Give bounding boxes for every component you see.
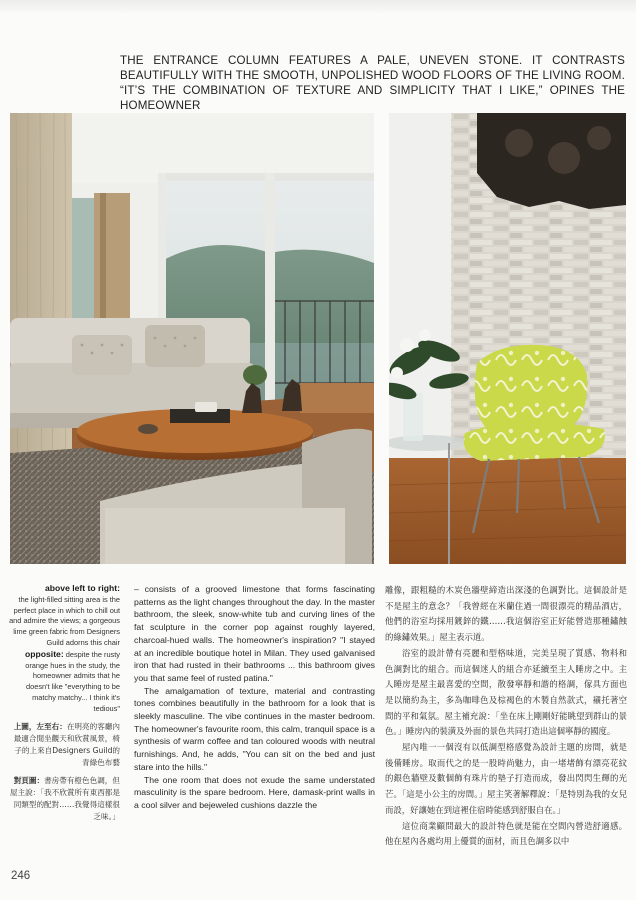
caption-text-above: the light-filled sitting area is the perfect place in which to chill out and admire the views; a gorgeous lime green fabric from Designers Guild adorns this chair	[9, 594, 120, 647]
caption-cn-text-above: 在明亮的客廳內最適合閒坐觀天和欣賞風景，椅子的上來自Designers Guild的青綠色布藝	[13, 721, 120, 767]
english-paragraph: The one room that does not exude the same understated masculinity is the spare bedroom. Here, damask-print walls in a cool silver and bejeweled cushions dazzle the	[134, 774, 375, 810]
top-edge-shadow	[0, 0, 636, 14]
english-paragraph: – consists of a grooved limestone that forms fascinating patterns as the light changes throughout the day. In the master bathroom, the sleek, snow-white tub and curving lines of the fat sculpture in the corner pop against roughly layered, charcoal-hued walls. The homeowner's inspiration? "I stayed at an incredible boutique hotel in Milan. They used galvanised iron that had rusted in their bathrooms ... this bathroom gives you that same feel of rusted patina."	[134, 584, 375, 683]
pull-quote: THE ENTRANCE COLUMN FEATURES A PALE, UNEVEN STONE. IT CONTRASTS BEAUTIFULLY WITH THE SMOOTH, UNPOLISHED WOOD FLOORS OF THE LIVING ROOM. “IT’S THE COMBINATION OF TEXTURE AND SIMPLICITY THAT I LIKE,” OPINES THE HOMEOWNER	[120, 54, 625, 112]
chinese-paragraph: 屋內唯一一個沒有以低調型格感覺為設計主題的房間，就是後備睡房。取而代之的是一股時尚魅力，由一堵堵飾有漂亮花紋的銀色牆壁及數個飾有珠片的墊子打造而成，發出閃閃生輝的光芒。「這是小公主的房間。」屋主笑著解釋說：「是特別為我的女兒而設，好讓她在到這裡住宿時能感到舒服自在。」	[385, 742, 627, 815]
caption-heading-opposite: opposite:	[25, 648, 64, 659]
chinese-body-column	[385, 583, 627, 850]
caption-cn-heading-opposite: 對頁圖：	[13, 775, 45, 785]
photo-caption	[8, 583, 120, 823]
caption-cn-text-opposite: 書房帶有橙色色調，但屋主說：「我不欣賞所有東西都是同類型的配對……我覺得這樣很乏味。」	[9, 775, 120, 821]
chinese-paragraph: 浴室的設計帶有亮麗和型格味道，完美呈現了質感、物料和色調對比的組合。而這個迷人的組合亦延續至主人睡房之中。主人睡房是屋主最喜愛的空間，散發寧靜和諧的格調，傢具方面也是以簡約為主，多為咖啡色及棕褐色的木製自然款式，襯托著空間的平和氣氛。屋主補充說：「坐在床上剛剛好能眺望到群山的景色。」睡房內的裝潢及外面的景色共同打造出這個寧靜的國度。	[385, 647, 627, 737]
caption-text-opposite: despite the rusty orange hues in the study, the homeowner admits that he doesn't like "everything to be matchy matchy... I think it's tedious"	[25, 649, 120, 713]
caption-cn-heading-above: 上圖，左至右：	[13, 721, 67, 731]
page-number: 246	[11, 870, 31, 882]
chinese-paragraph: 這位商業顧問最大的設計特色就是能在空間內營造舒適感。他在屋內各處均用上優質的面材，而且色調多以中	[385, 820, 627, 847]
living-room-photo	[10, 113, 374, 564]
chinese-paragraph: 雕像，跟粗糙的木炭色牆壁締造出深淺的色調對比。這個設計是不是屋主的意念？「我曾經在米蘭住過一間很漂亮的精品酒店，他們的浴室均採用鍍鋅的鐵……我這個浴室正好能營造那種鏽蝕的綠鏽效果。」屋主表示道。	[385, 585, 627, 643]
caption-heading-above: above left to right:	[45, 583, 120, 593]
green-chair-photo	[389, 113, 626, 564]
english-paragraph: The amalgamation of texture, material and contrasting tones combines beautifully in the bathroom for a look that is sleekly masculine. The vibe continues in the master bedroom. The homeowner's favourite room, this calm, tranquil space is a synthesis of warm coffee and tan coloured woods with neutral furnishings. And, he adds, "You can sit on the bed and just stare into the hills."	[134, 685, 375, 772]
english-body-column	[134, 583, 375, 812]
